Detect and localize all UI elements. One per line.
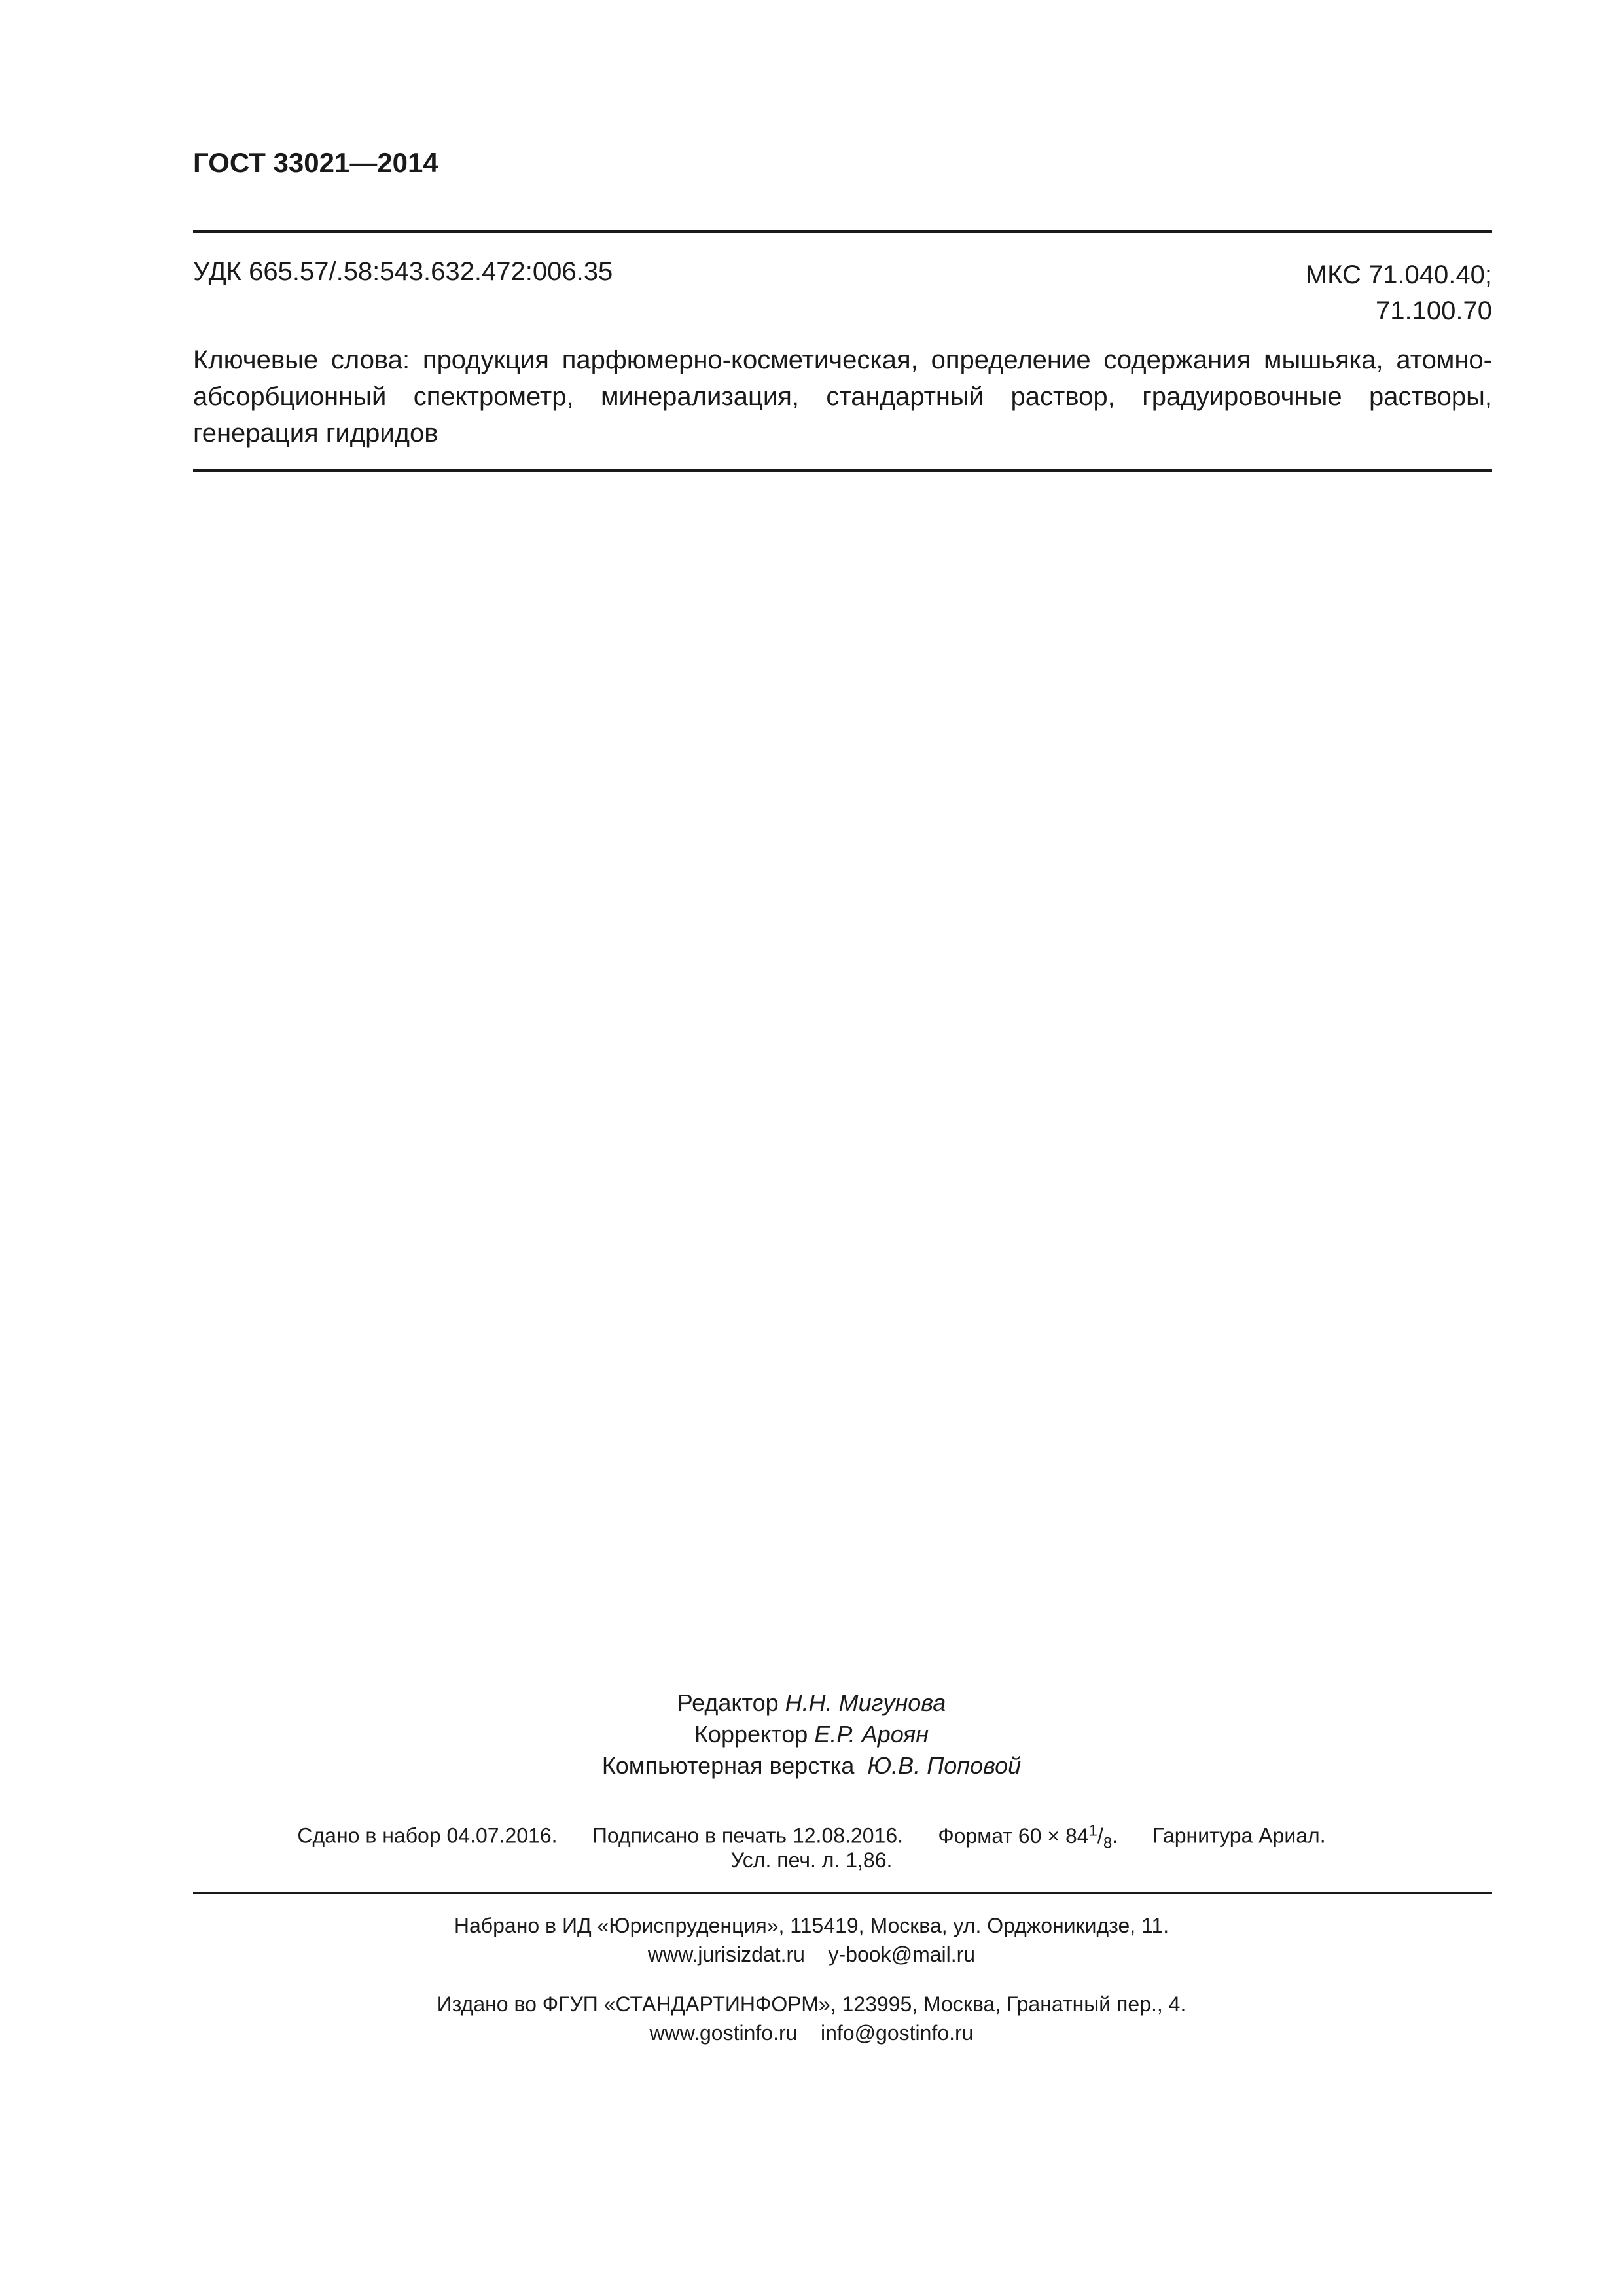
typeface: Гарнитура Ариал. bbox=[1152, 1823, 1326, 1848]
mks-code-line2: 71.100.70 bbox=[1376, 296, 1492, 325]
format-sup: 1 bbox=[1088, 1821, 1097, 1839]
editor-line bbox=[0, 1687, 1623, 1719]
editor-name: Н.Н. Мигунова bbox=[785, 1689, 946, 1716]
publisher-block bbox=[0, 1990, 1623, 2047]
top-rule bbox=[193, 230, 1492, 233]
publisher-email: info@gostinfo.ru bbox=[820, 2021, 974, 2045]
format-suffix: . bbox=[1112, 1823, 1118, 1848]
corrector-label: Корректор bbox=[694, 1721, 808, 1748]
udk-code: УДК 665.57/.58:543.632.472:006.35 bbox=[193, 257, 613, 286]
submitted-date: Сдано в набор 04.07.2016. bbox=[297, 1823, 558, 1848]
layout-label: Компьютерная верстка bbox=[601, 1752, 855, 1779]
signed-date: Подписано в печать 12.08.2016. bbox=[592, 1823, 903, 1848]
document-id: ГОСТ 33021—2014 bbox=[193, 147, 438, 178]
keywords-rule bbox=[193, 469, 1492, 472]
format-prefix: Формат 60 × 84 bbox=[938, 1823, 1089, 1848]
format-slash: / bbox=[1097, 1823, 1103, 1848]
editor-label: Редактор bbox=[677, 1689, 779, 1716]
publisher-line: Издано во ФГУП «СТАНДАРТИНФОРМ», 123995, Москва, Гранатный пер., 4. bbox=[437, 1992, 1186, 2016]
print-sheets: Усл. печ. л. 1,86. bbox=[730, 1848, 893, 1872]
imprint-rule bbox=[193, 1892, 1492, 1894]
print-info-line bbox=[0, 1821, 1623, 1852]
typeset-email: y-book@mail.ru bbox=[828, 1943, 976, 1966]
typeset-line: Набрано в ИД «Юриспруденция», 115419, Москва, ул. Орджоникидзе, 11. bbox=[454, 1914, 1169, 1937]
publisher-contacts bbox=[0, 2018, 1623, 2047]
typeset-site: www.jurisizdat.ru bbox=[647, 1943, 805, 1966]
typeset-contacts bbox=[0, 1940, 1623, 1969]
typeset-block bbox=[0, 1911, 1623, 1969]
corrector-name: Е.Р. Ароян bbox=[814, 1721, 929, 1748]
corrector-line bbox=[0, 1719, 1623, 1750]
credits bbox=[0, 1687, 1623, 1782]
layout-name: Ю.В. Поповой bbox=[867, 1752, 1022, 1779]
mks-codes bbox=[1306, 257, 1492, 329]
format-sub: 8 bbox=[1103, 1834, 1113, 1852]
layout-line bbox=[0, 1750, 1623, 1782]
print-format bbox=[938, 1821, 1118, 1852]
mks-code-line1: МКС 71.040.40; bbox=[1305, 260, 1492, 289]
publisher-site: www.gostinfo.ru bbox=[649, 2021, 798, 2045]
keywords: Ключевые слова: продукция парфюмерно-косметическая, определение содержания мышьяка, атомно-абсорбционный спектрометр, минерализация, стандартный раствор, градуировочные растворы, генерация гидридов bbox=[193, 346, 1492, 448]
